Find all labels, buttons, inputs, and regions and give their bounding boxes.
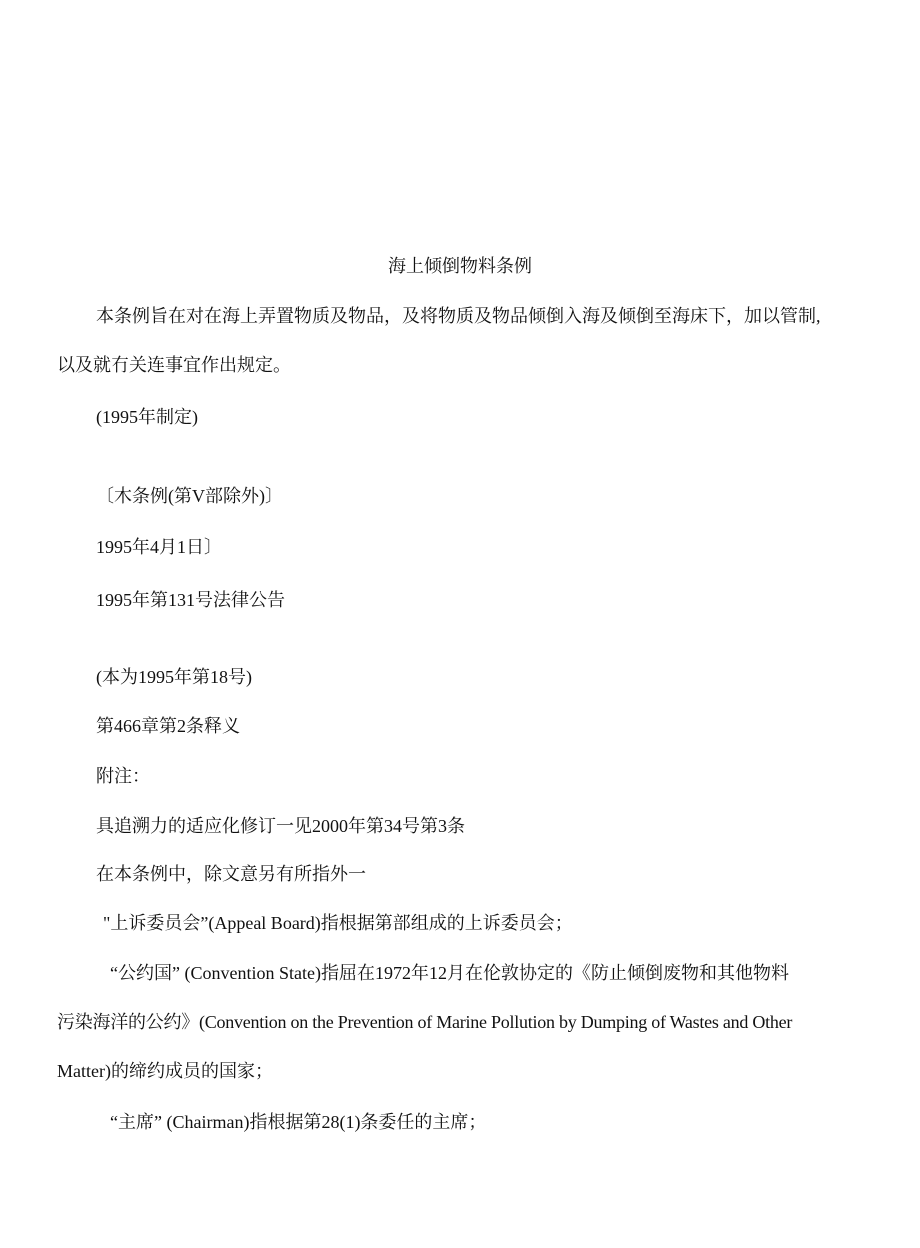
ordinance-number: (本为1995年第18号) (96, 667, 252, 687)
preamble-line-2: 以及就冇关连事宜作出规定。 (57, 355, 291, 375)
definitions-intro: 在本条例中，除文意另有所指外一 (96, 864, 366, 884)
preamble-line-1: 本条例旨在对在海上弄置物质及物品，及将物质及物品倾倒入海及倾倒至海床下，加以管制, (96, 306, 821, 326)
enacted-year: (1995年制定) (96, 407, 198, 427)
definition-convention-state-line-1: “公约国” (Convention State)指屈在1972年12月在伦敦协定的《防止倾倒废物和其他物料 (110, 963, 789, 983)
definition-appeal-board: "上诉委员会”(Appeal Board)指根据第部组成的上诉委员会； (103, 913, 573, 933)
definition-convention-state-line-3: Matter)的缔约成员的国家； (57, 1061, 273, 1081)
note-text: 具追溯力的适应化修订一见2000年第34号第3条 (96, 816, 465, 836)
definition-chairman: “主席” (Chairman)指根据第28(1)条委任的主席； (110, 1112, 487, 1132)
commencement-line-2: 1995年4月1日〕 (96, 537, 222, 557)
note-label: 附注： (96, 766, 150, 786)
commencement-line-1: 〔木条例(第V部除外)〕 (96, 486, 283, 506)
definition-convention-state-line-2: 污染海洋的公约》(Convention on the Prevention of Marine Pollution by Dumping of Wastes and Other (57, 1012, 793, 1032)
document-title: 海上倾倒物料条例 (388, 256, 532, 276)
section-heading: 第466章第2条释义 (96, 716, 240, 736)
legal-notice: 1995年第131号法律公告 (96, 590, 285, 610)
